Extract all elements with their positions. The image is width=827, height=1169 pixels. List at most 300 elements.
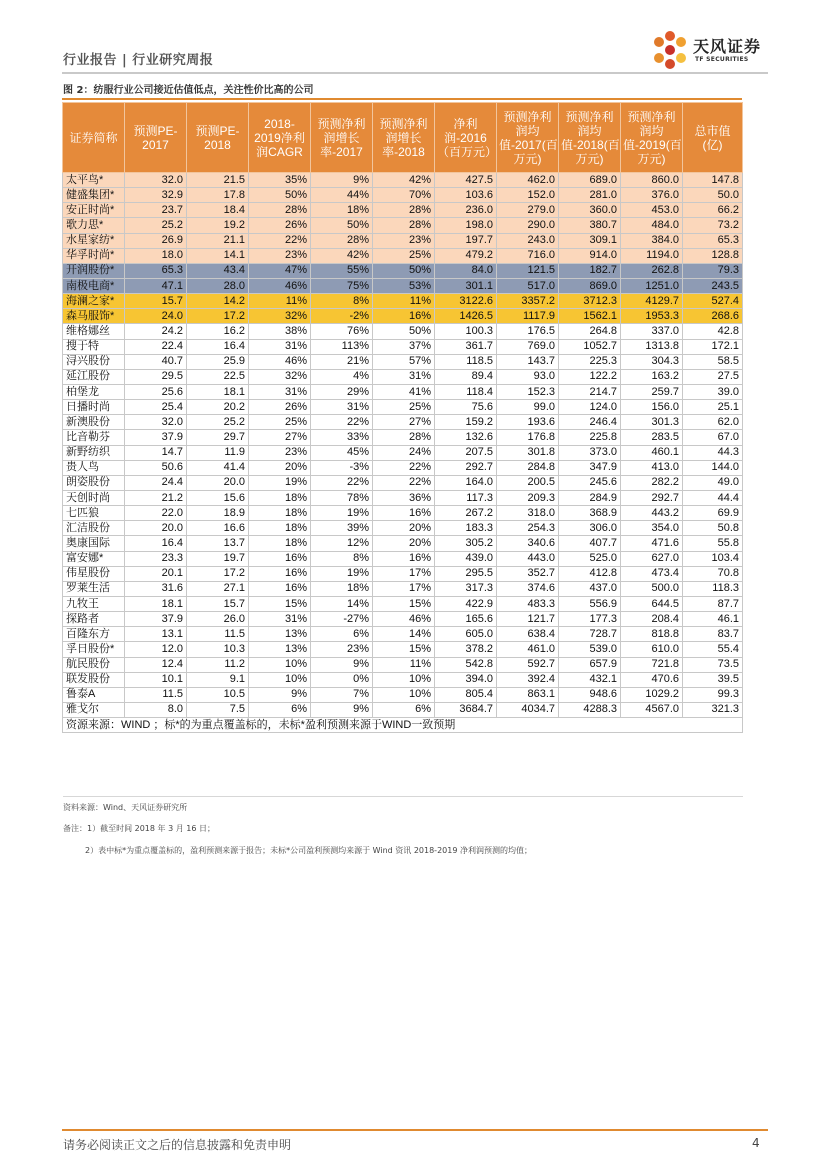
table-cell: 8% [311, 294, 373, 309]
table-cell: 432.1 [559, 672, 621, 687]
table-cell: 83.7 [683, 627, 743, 642]
table-cell: 556.9 [559, 596, 621, 611]
table-cell: 262.8 [621, 263, 683, 278]
table-cell: 18% [311, 581, 373, 596]
table-cell: 32.9 [125, 188, 187, 203]
table-cell: 18% [249, 536, 311, 551]
table-cell: 39% [311, 521, 373, 536]
table-cell: 19% [311, 566, 373, 581]
table-cell: 20% [373, 536, 435, 551]
table-cell: 301.8 [497, 445, 559, 460]
security-name-cell: 健盛集团* [63, 188, 125, 203]
table-cell: 28% [249, 203, 311, 218]
table-cell: 41.4 [187, 460, 249, 475]
table-cell: 721.8 [621, 657, 683, 672]
table-cell: 103.6 [435, 188, 497, 203]
table-cell: 16.6 [187, 521, 249, 536]
valuation-table [62, 102, 743, 733]
table-cell: 592.7 [497, 657, 559, 672]
table-cell: 22.0 [125, 506, 187, 521]
table-cell: 183.3 [435, 521, 497, 536]
table-cell: 24.0 [125, 309, 187, 324]
col-header: 预测净利润增长率-2017 [311, 103, 373, 173]
table-cell: 14% [311, 596, 373, 611]
table-cell: 22.4 [125, 339, 187, 354]
table-row [63, 551, 743, 566]
table-cell: 22% [311, 475, 373, 490]
table-cell: 11% [249, 294, 311, 309]
table-cell: 304.3 [621, 354, 683, 369]
table-cell: 28% [373, 218, 435, 233]
table-cell: 4567.0 [621, 702, 683, 717]
table-cell: 340.6 [497, 536, 559, 551]
table-cell: 93.0 [497, 369, 559, 384]
table-cell: 347.9 [559, 460, 621, 475]
table-cell: 31% [249, 612, 311, 627]
table-cell: 1117.9 [497, 309, 559, 324]
table-row [63, 248, 743, 263]
security-name-cell: 航民股份 [63, 657, 125, 672]
table-cell: 392.4 [497, 672, 559, 687]
table-cell: 18.1 [187, 384, 249, 399]
table-cell: 610.0 [621, 642, 683, 657]
table-cell: 18% [311, 203, 373, 218]
table-cell: 16% [373, 309, 435, 324]
table-cell: 443.0 [497, 551, 559, 566]
table-cell: 100.3 [435, 324, 497, 339]
table-cell: 28.0 [187, 278, 249, 293]
table-cell: 121.5 [497, 263, 559, 278]
table-cell: 58.5 [683, 354, 743, 369]
table-cell: 18% [249, 521, 311, 536]
table-cell: 1313.8 [621, 339, 683, 354]
table-cell: 25% [373, 248, 435, 263]
table-cell: 605.0 [435, 627, 497, 642]
table-cell: 13% [249, 627, 311, 642]
table-cell: 10% [249, 672, 311, 687]
security-name-cell: 贵人鸟 [63, 460, 125, 475]
table-cell: 24.2 [125, 324, 187, 339]
figure-title: 图 2：纺服行业公司接近估值低点，关注性价比高的公司 [63, 85, 314, 96]
table-cell: 279.0 [497, 203, 559, 218]
table-cell: 19% [311, 506, 373, 521]
table-cell: 13.1 [125, 627, 187, 642]
col-header: 预测PE-2018 [187, 103, 249, 173]
table-cell: 73.2 [683, 218, 743, 233]
table-row [63, 672, 743, 687]
table-cell: 27% [373, 415, 435, 430]
table-cell: 26% [249, 400, 311, 415]
table-cell: 1953.3 [621, 309, 683, 324]
table-cell: 10% [249, 657, 311, 672]
table-cell: -27% [311, 612, 373, 627]
table-cell: 479.2 [435, 248, 497, 263]
table-cell: 75% [311, 278, 373, 293]
table-cell: 22% [311, 415, 373, 430]
table-cell: 31% [373, 369, 435, 384]
table-cell: 18.4 [187, 203, 249, 218]
table-cell: 23% [311, 642, 373, 657]
security-name-cell: 朗姿股份 [63, 475, 125, 490]
table-cell: 309.1 [559, 233, 621, 248]
table-row [63, 581, 743, 596]
table-cell: 118.5 [435, 354, 497, 369]
table-cell: 525.0 [559, 551, 621, 566]
table-row [63, 657, 743, 672]
logo-petals-icon [648, 28, 692, 72]
table-cell: 427.5 [435, 173, 497, 188]
table-cell: 9% [311, 702, 373, 717]
table-cell: 75.6 [435, 400, 497, 415]
table-cell: 73.5 [683, 657, 743, 672]
table-cell: 9% [249, 687, 311, 702]
remark-2: 2）表中标*为重点覆盖标的，盈利预测来源于报告；未标*公司盈利预测均来源于 Wind 资讯 2018-2019 净利润预测的均值； [85, 846, 532, 855]
table-cell: 46% [373, 612, 435, 627]
table-cell: 18% [249, 506, 311, 521]
table-cell: 6% [311, 627, 373, 642]
table-cell: 70% [373, 188, 435, 203]
table-cell: 18.0 [125, 248, 187, 263]
security-name-cell: 富安娜* [63, 551, 125, 566]
table-row [63, 475, 743, 490]
table-cell: 225.8 [559, 430, 621, 445]
table-cell: 948.6 [559, 687, 621, 702]
table-row [63, 460, 743, 475]
table-cell: 50% [249, 188, 311, 203]
table-cell: 15% [373, 596, 435, 611]
table-cell: 627.0 [621, 551, 683, 566]
table-cell: 1251.0 [621, 278, 683, 293]
table-cell: 46% [249, 354, 311, 369]
table-cell: 378.2 [435, 642, 497, 657]
table-cell: 78% [311, 490, 373, 505]
table-cell: 214.7 [559, 384, 621, 399]
table-cell: 243.0 [497, 233, 559, 248]
table-cell: 99.0 [497, 400, 559, 415]
table-cell: 462.0 [497, 173, 559, 188]
table-cell: 26.0 [187, 612, 249, 627]
security-name-cell: 柏堡龙 [63, 384, 125, 399]
table-cell: 45% [311, 445, 373, 460]
table-cell: 24.4 [125, 475, 187, 490]
security-name-cell: 浔兴股份 [63, 354, 125, 369]
table-cell: 254.3 [497, 521, 559, 536]
table-cell: 306.0 [559, 521, 621, 536]
table-cell: 20% [373, 521, 435, 536]
table-cell: 46.1 [683, 612, 743, 627]
table-cell: 17% [373, 581, 435, 596]
table-cell: 9% [311, 657, 373, 672]
table-cell: 20% [249, 460, 311, 475]
table-cell: 8.0 [125, 702, 187, 717]
col-header: 总市值(亿) [683, 103, 743, 173]
table-body [63, 173, 743, 718]
table-cell: 65.3 [683, 233, 743, 248]
table-cell: 16% [373, 506, 435, 521]
table-row [63, 294, 743, 309]
table-cell: 79.3 [683, 263, 743, 278]
table-cell: 380.7 [559, 218, 621, 233]
table-row [63, 203, 743, 218]
table-cell: 16.4 [187, 339, 249, 354]
table-cell: 89.4 [435, 369, 497, 384]
table-cell: 6% [373, 702, 435, 717]
table-cell: 39.0 [683, 384, 743, 399]
table-cell: 42% [373, 173, 435, 188]
table-cell: 413.0 [621, 460, 683, 475]
table-cell: 55.8 [683, 536, 743, 551]
table-cell: 159.2 [435, 415, 497, 430]
col-header: 净利润-2016（百万元） [435, 103, 497, 173]
table-cell: 225.3 [559, 354, 621, 369]
table-cell: 26% [249, 218, 311, 233]
table-cell: 29% [311, 384, 373, 399]
table-cell: 19.7 [187, 551, 249, 566]
table-cell: 461.0 [497, 642, 559, 657]
company-logo [648, 28, 768, 72]
table-cell: 15% [249, 596, 311, 611]
table-cell: 12.4 [125, 657, 187, 672]
table-cell: 39.5 [683, 672, 743, 687]
table-cell: 407.7 [559, 536, 621, 551]
table-cell: 914.0 [559, 248, 621, 263]
table-cell: 21% [311, 354, 373, 369]
table-cell: 471.6 [621, 536, 683, 551]
table-cell: 16% [249, 566, 311, 581]
table-cell: 19% [249, 475, 311, 490]
table-row [63, 263, 743, 278]
table-cell: 14.7 [125, 445, 187, 460]
table-cell: 243.5 [683, 278, 743, 293]
table-cell: 483.3 [497, 596, 559, 611]
table-cell: 1194.0 [621, 248, 683, 263]
table-cell: 23% [249, 248, 311, 263]
table-cell: 176.5 [497, 324, 559, 339]
table-cell: 11.5 [187, 627, 249, 642]
table-row [63, 339, 743, 354]
security-name-cell: 罗莱生活 [63, 581, 125, 596]
table-cell: 25.4 [125, 400, 187, 415]
table-cell: 27% [249, 430, 311, 445]
table-cell: 50.0 [683, 188, 743, 203]
table-cell: 352.7 [497, 566, 559, 581]
security-name-cell: 比音勒芬 [63, 430, 125, 445]
table-cell: 11.5 [125, 687, 187, 702]
table-cell: 21.2 [125, 490, 187, 505]
security-name-cell: 奥康国际 [63, 536, 125, 551]
table-cell: 10% [373, 687, 435, 702]
table-cell: 57% [373, 354, 435, 369]
table-cell: 473.4 [621, 566, 683, 581]
table-cell: 373.0 [559, 445, 621, 460]
table-cell: 11.9 [187, 445, 249, 460]
table-cell: 147.8 [683, 173, 743, 188]
table-cell: 156.0 [621, 400, 683, 415]
table-cell: 321.3 [683, 702, 743, 717]
security-name-cell: 南极电商* [63, 278, 125, 293]
table-cell: 37.9 [125, 612, 187, 627]
table-cell: 10.3 [187, 642, 249, 657]
security-name-cell: 安正时尚* [63, 203, 125, 218]
table-cell: 716.0 [497, 248, 559, 263]
table-cell: 27.1 [187, 581, 249, 596]
table-cell: 295.5 [435, 566, 497, 581]
table-cell: 4034.7 [497, 702, 559, 717]
table-cell: 236.0 [435, 203, 497, 218]
footer-divider [62, 1129, 768, 1131]
table-cell: 9% [311, 173, 373, 188]
table-cell: 31% [249, 339, 311, 354]
table-cell: 200.5 [497, 475, 559, 490]
table-cell: 23.7 [125, 203, 187, 218]
security-name-cell: 维格娜丝 [63, 324, 125, 339]
table-cell: 17.8 [187, 188, 249, 203]
table-cell: 38% [249, 324, 311, 339]
table-cell: 3357.2 [497, 294, 559, 309]
table-cell: 282.2 [621, 475, 683, 490]
table-cell: 87.7 [683, 596, 743, 611]
table-cell: 26.9 [125, 233, 187, 248]
table-cell: 47.1 [125, 278, 187, 293]
table-cell: 33% [311, 430, 373, 445]
table-row [63, 430, 743, 445]
table-cell: 25.6 [125, 384, 187, 399]
security-name-cell: 歌力思* [63, 218, 125, 233]
table-cell: 500.0 [621, 581, 683, 596]
table-cell: 118.4 [435, 384, 497, 399]
table-cell: 292.7 [621, 490, 683, 505]
table-cell: 460.1 [621, 445, 683, 460]
security-name-cell: 水星家纺* [63, 233, 125, 248]
table-row [63, 173, 743, 188]
table-cell: 50% [373, 324, 435, 339]
table-cell: 42% [311, 248, 373, 263]
table-cell: 144.0 [683, 460, 743, 475]
table-cell: 284.9 [559, 490, 621, 505]
table-cell: 1029.2 [621, 687, 683, 702]
table-cell: 18.9 [187, 506, 249, 521]
table-cell: 37.9 [125, 430, 187, 445]
table-cell: 15.7 [187, 596, 249, 611]
table-cell: -2% [311, 309, 373, 324]
table-cell: 14.1 [187, 248, 249, 263]
table-cell: 21.5 [187, 173, 249, 188]
table-cell: 124.0 [559, 400, 621, 415]
table-cell: 16% [249, 581, 311, 596]
table-cell: 10.1 [125, 672, 187, 687]
security-name-cell: 汇洁股份 [63, 521, 125, 536]
table-cell: 290.0 [497, 218, 559, 233]
table-cell: 439.0 [435, 551, 497, 566]
security-name-cell: 七匹狼 [63, 506, 125, 521]
table-cell: 25% [249, 415, 311, 430]
table-cell: 50% [311, 218, 373, 233]
security-name-cell: 鲁泰A [63, 687, 125, 702]
table-cell: 27.5 [683, 369, 743, 384]
table-cell: 31.6 [125, 581, 187, 596]
table-cell: 470.6 [621, 672, 683, 687]
table-cell: 4288.3 [559, 702, 621, 717]
table-cell: 267.2 [435, 506, 497, 521]
source-divider [63, 796, 743, 797]
table-cell: 657.9 [559, 657, 621, 672]
col-header: 证券简称 [63, 103, 125, 173]
table-cell: 301.3 [621, 415, 683, 430]
table-cell: 246.4 [559, 415, 621, 430]
table-cell: 47% [249, 263, 311, 278]
footer-disclaimer: 请务必阅读正文之后的信息披露和免责申明 [63, 1138, 292, 1152]
table-cell: 28% [311, 233, 373, 248]
table-cell: 3684.7 [435, 702, 497, 717]
table-cell: 66.2 [683, 203, 743, 218]
table-source-row [63, 718, 743, 733]
table-cell: 32% [249, 309, 311, 324]
table-cell: 245.6 [559, 475, 621, 490]
security-name-cell: 百隆东方 [63, 627, 125, 642]
table-cell: 728.7 [559, 627, 621, 642]
table-row [63, 218, 743, 233]
col-header: 2018-2019净利润CAGR [249, 103, 311, 173]
table-cell: 50% [373, 263, 435, 278]
table-cell: 122.2 [559, 369, 621, 384]
table-cell: 21.1 [187, 233, 249, 248]
table-cell: 12.0 [125, 642, 187, 657]
table-cell: 18.1 [125, 596, 187, 611]
table-cell: 13.7 [187, 536, 249, 551]
table-cell: 283.5 [621, 430, 683, 445]
table-row [63, 188, 743, 203]
table-cell: 284.8 [497, 460, 559, 475]
table-row [63, 400, 743, 415]
table-row [63, 369, 743, 384]
table-row [63, 642, 743, 657]
table-cell: 31% [249, 384, 311, 399]
table-cell: 517.0 [497, 278, 559, 293]
col-header: 预测PE-2017 [125, 103, 187, 173]
col-header: 预测净利润均值-2018(百万元) [559, 103, 621, 173]
table-cell: 41% [373, 384, 435, 399]
security-name-cell: 森马服饰* [63, 309, 125, 324]
table-cell: 769.0 [497, 339, 559, 354]
table-cell: 49.0 [683, 475, 743, 490]
table-row [63, 415, 743, 430]
table-cell: 20.2 [187, 400, 249, 415]
table-cell: 15% [373, 642, 435, 657]
table-cell: 42.8 [683, 324, 743, 339]
table-cell: 14% [373, 627, 435, 642]
table-cell: 16.4 [125, 536, 187, 551]
security-name-cell: 搜于特 [63, 339, 125, 354]
table-cell: 638.4 [497, 627, 559, 642]
table-cell: 18% [249, 490, 311, 505]
table-cell: 437.0 [559, 581, 621, 596]
table-header-row [63, 103, 743, 173]
table-cell: 14.2 [187, 294, 249, 309]
table-cell: 164.0 [435, 475, 497, 490]
table-cell: 10.5 [187, 687, 249, 702]
table-cell: 22% [249, 233, 311, 248]
table-cell: 69.9 [683, 506, 743, 521]
table-cell: 25.9 [187, 354, 249, 369]
table-cell: 259.7 [621, 384, 683, 399]
table-row [63, 536, 743, 551]
security-name-cell: 联发股份 [63, 672, 125, 687]
table-cell: 443.2 [621, 506, 683, 521]
table-cell: 103.4 [683, 551, 743, 566]
table-cell: 32.0 [125, 173, 187, 188]
table-cell: 376.0 [621, 188, 683, 203]
table-cell: 55% [311, 263, 373, 278]
